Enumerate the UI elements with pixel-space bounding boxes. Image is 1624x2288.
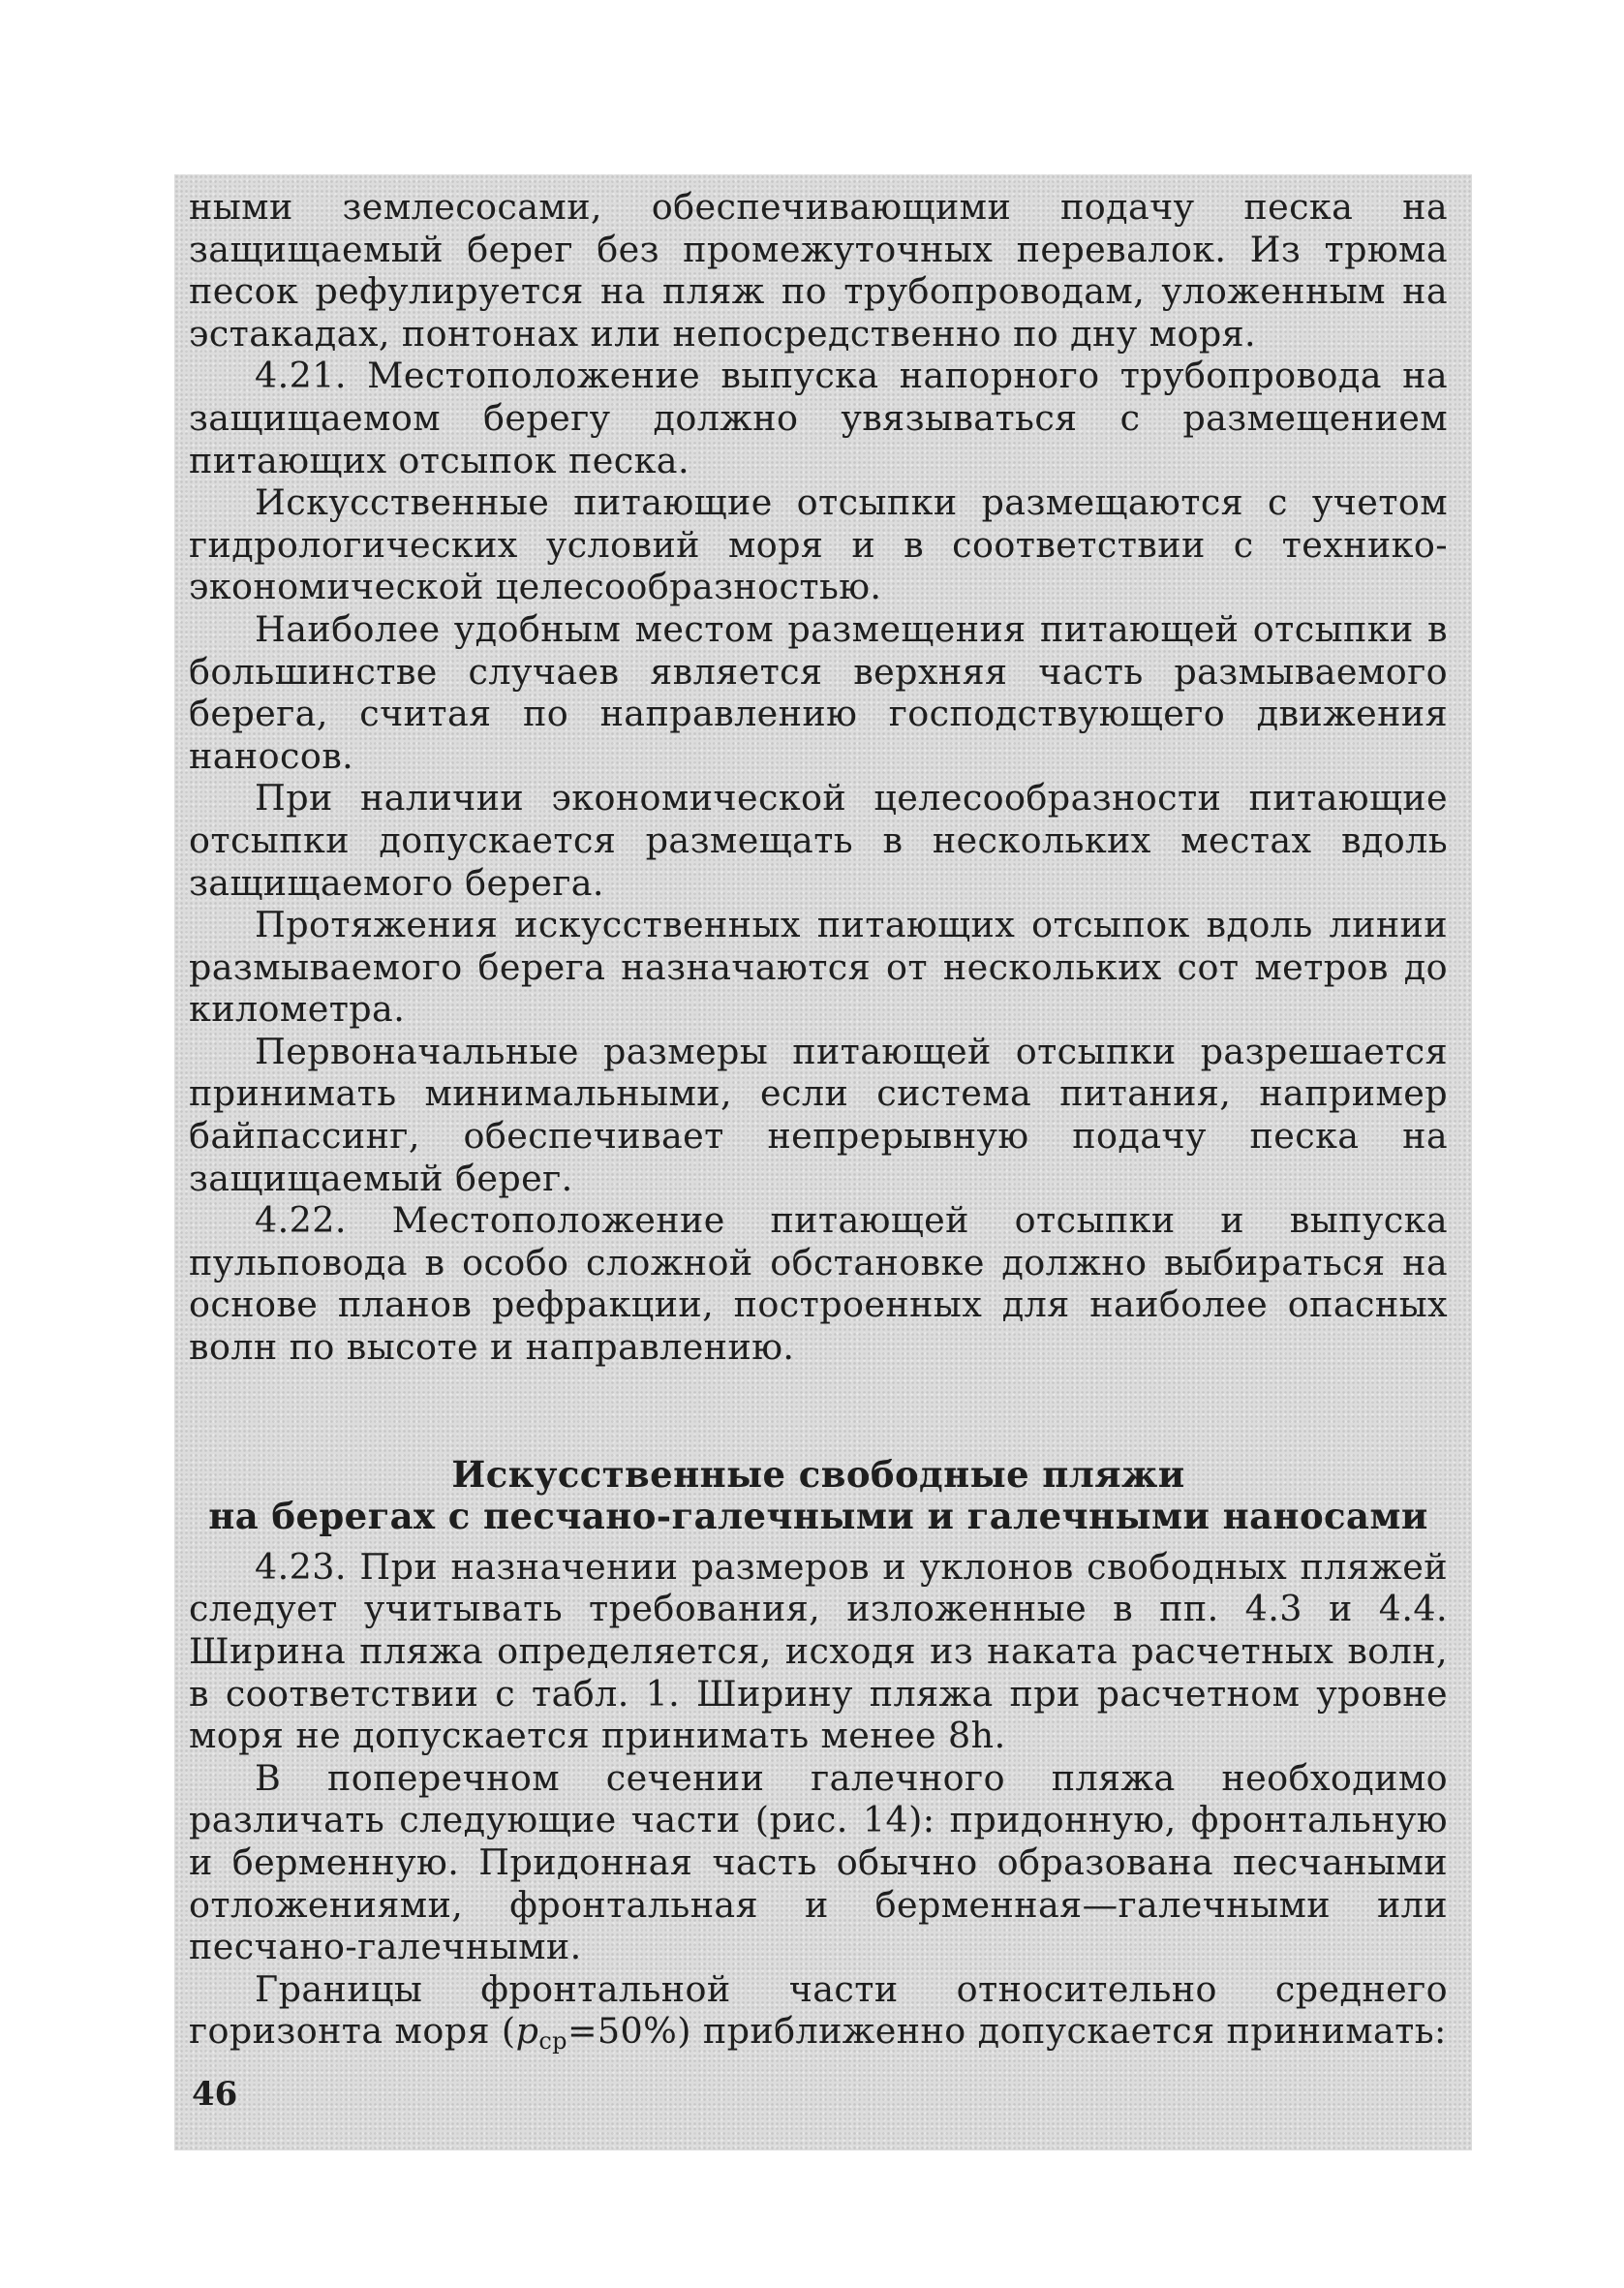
paragraph: Искусственные питающие отсыпки размещаются с учетом гидрологических условий моря и в соответствии с технико-экономической целесообразностью. (189, 481, 1448, 608)
paragraph-continuation: ными землесосами, обеспечивающими подачу песка на защищаемый берег без промежуточных перевалок. Из трюма песок рефулируется на пляж по трубопроводам, уложенным на эстакадах, понтонах или непосредственно по дну моря. (189, 186, 1448, 355)
page-number: 46 (192, 2075, 238, 2114)
paragraph-4-22: 4.22. Местоположение питающей отсыпки и выпуска пульповода в особо сложной обстановке должно выбираться на основе планов рефракции, построенных для наиболее опасных волн по высоте и направлению. (189, 1199, 1448, 1369)
text-fragment: Границы фронтальной части относительно среднего горизонта моря ( (189, 1967, 1448, 2053)
text-fragment: =50%) приближенно допускается принимать: (567, 2010, 1447, 2053)
paragraph: При наличии экономической целесообразности питающие отсыпки допускается размещать в нескольких местах вдоль защищаемого берега. (189, 777, 1448, 904)
paragraph-4-23: 4.23. При назначении размеров и уклонов свободных пляжей следует учитывать требования, изложенные в пп. 4.3 и 4.4. Ширина пляжа определяется, исходя из наката расчетных волн, в соответствии с табл. 1. Ширину пляжа при расчетном уровне моря не допускается принимать менее 8h. (189, 1545, 1448, 1757)
symbol-p: p (515, 2010, 539, 2053)
text-block (189, 186, 1448, 2063)
paragraph: Наиболее удобным местом размещения питающей отсыпки в большинстве случаев является верхняя часть размываемого берега, считая по направлению господствующего движения наносов. (189, 607, 1448, 777)
section-heading (189, 1454, 1448, 1538)
paragraph-4-21: 4.21. Местоположение выпуска напорного трубопровода на защищаемом берегу должно увязываться с размещением питающих отсыпок песка. (189, 355, 1448, 481)
section-heading-line-2: на берегах с песчано-галечными и галечными наносами (208, 1495, 1428, 1538)
paragraph-last (189, 1968, 1448, 2063)
symbol-subscript: ср (538, 2027, 567, 2056)
paragraph: Первоначальные размеры питающей отсыпки разрешается принимать минимальными, если система питания, например байпассинг, обеспечивает непрерывную подачу песка на защищаемый берег. (189, 1030, 1448, 1199)
section-heading-line-1: Искусственные свободные пляжи (451, 1452, 1185, 1496)
paragraph: В поперечном сечении галечного пляжа необходимо различать следующие части (рис. 14): придонную, фронтальную и берменную. Придонная часть обычно образована песчаными отложениями, фронтальная и берменная—галечными или песчано-галечными. (189, 1756, 1448, 1968)
paragraph: Протяжения искусственных питающих отсыпок вдоль линии размываемого берега назначаются от нескольких сот метров до километра. (189, 904, 1448, 1031)
